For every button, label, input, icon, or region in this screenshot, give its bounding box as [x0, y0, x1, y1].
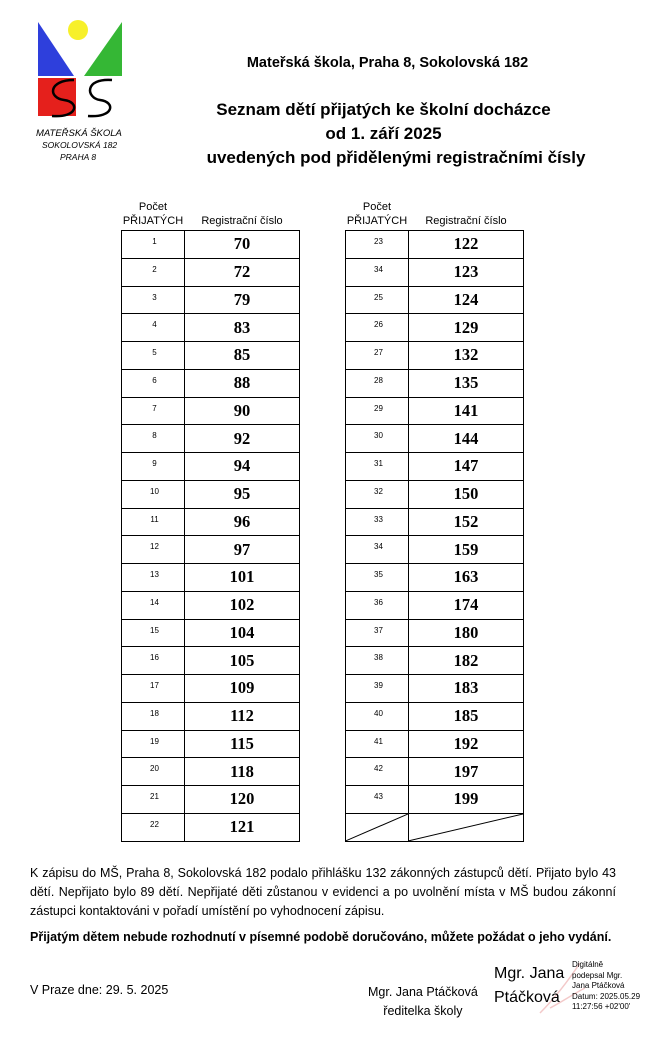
registration-number: 104: [185, 619, 300, 647]
strike-line: [409, 814, 523, 841]
table-row: [346, 286, 524, 314]
table-row: [122, 536, 300, 564]
registration-number: 132: [409, 342, 524, 370]
registration-number: 118: [185, 758, 300, 786]
table-row: [346, 453, 524, 481]
row-count: 15: [122, 619, 185, 647]
row-count: 12: [122, 536, 185, 564]
registration-number: 85: [185, 342, 300, 370]
row-count: 14: [122, 591, 185, 619]
table-row: [122, 425, 300, 453]
table-row: [346, 675, 524, 703]
row-count: 38: [346, 647, 409, 675]
table-row: [122, 591, 300, 619]
registration-number: 96: [185, 508, 300, 536]
row-count: 25: [346, 286, 409, 314]
count-header-line1: Počet: [362, 201, 392, 213]
row-count: 37: [346, 619, 409, 647]
registration-number: 135: [409, 369, 524, 397]
left-table-header: [121, 198, 300, 230]
table-row: [346, 647, 524, 675]
logo-line-2: SOKOLOVSKÁ 182: [42, 140, 118, 150]
signature-detail: Jana Ptáčková: [572, 981, 625, 990]
row-count: 34: [346, 536, 409, 564]
row-count: 39: [346, 675, 409, 703]
row-count: 26: [346, 314, 409, 342]
table-row: [122, 397, 300, 425]
count-header-line2: PŘIJATÝCH: [122, 215, 184, 227]
registration-number: 70: [185, 231, 300, 259]
row-count: 34: [346, 258, 409, 286]
row-count: 40: [346, 702, 409, 730]
table-row: [346, 619, 524, 647]
registration-number: 159: [409, 536, 524, 564]
table-row: [346, 508, 524, 536]
table-row: [122, 453, 300, 481]
title-line-2: od 1. září 2025: [325, 124, 442, 143]
signer-block: [368, 983, 478, 1021]
left-grid: [121, 230, 300, 842]
row-count: 27: [346, 342, 409, 370]
registration-number: 129: [409, 314, 524, 342]
table-row: [346, 314, 524, 342]
table-row: [346, 564, 524, 592]
count-header: [121, 200, 185, 228]
row-count: 6: [122, 369, 185, 397]
registration-number: 120: [185, 786, 300, 814]
registration-number: 123: [409, 258, 524, 286]
registration-number: 141: [409, 397, 524, 425]
row-count: 32: [346, 480, 409, 508]
row-count: 8: [122, 425, 185, 453]
row-count: 13: [122, 564, 185, 592]
row-count: 17: [122, 675, 185, 703]
registration-number: 197: [409, 758, 524, 786]
row-count: 4: [122, 314, 185, 342]
registration-number: 102: [185, 591, 300, 619]
title-line-3: uvedených pod přidělenými registračními čísly: [206, 148, 586, 167]
table-row: [122, 786, 300, 814]
count-header-line2: PŘIJATÝCH: [346, 215, 408, 227]
table-row: [122, 647, 300, 675]
table-row: [122, 813, 300, 841]
registration-number: 112: [185, 702, 300, 730]
registration-number: 183: [409, 675, 524, 703]
registration-number: 109: [185, 675, 300, 703]
table-row: [122, 758, 300, 786]
registration-number: 79: [185, 286, 300, 314]
row-count: 22: [122, 813, 185, 841]
row-count: 3: [122, 286, 185, 314]
registration-number: 94: [185, 453, 300, 481]
signature-line-1: Mgr. Jana: [494, 965, 565, 982]
right-table: [345, 198, 524, 842]
table-row: [346, 369, 524, 397]
registration-number: 92: [185, 425, 300, 453]
registration-number: 180: [409, 619, 524, 647]
registration-number: 97: [185, 536, 300, 564]
page-title: [0, 98, 657, 170]
row-count: 19: [122, 730, 185, 758]
left-table: [121, 198, 300, 842]
registration-number: 152: [409, 508, 524, 536]
registration-number: 174: [409, 591, 524, 619]
empty-row: [346, 813, 524, 841]
table-row: [122, 619, 300, 647]
row-count: 31: [346, 453, 409, 481]
table-row: [346, 786, 524, 814]
signer-name: Mgr. Jana Ptáčková: [368, 985, 478, 999]
right-grid: [345, 230, 524, 842]
registration-number: 105: [185, 647, 300, 675]
row-count: 10: [122, 480, 185, 508]
table-row: [122, 564, 300, 592]
digital-signature-name: [494, 962, 564, 1010]
row-count: 36: [346, 591, 409, 619]
signature-line-2: Ptáčková: [494, 989, 560, 1006]
row-count: 7: [122, 397, 185, 425]
registration-number: 101: [185, 564, 300, 592]
table-row: [346, 758, 524, 786]
registration-number: 147: [409, 453, 524, 481]
row-count: 41: [346, 730, 409, 758]
row-count: 21: [122, 786, 185, 814]
registration-number: 95: [185, 480, 300, 508]
table-row: [346, 258, 524, 286]
table-row: [122, 258, 300, 286]
row-count: 33: [346, 508, 409, 536]
row-count: 18: [122, 702, 185, 730]
signature-detail: podepsal Mgr.: [572, 970, 623, 980]
row-count: 43: [346, 786, 409, 814]
row-count: 30: [346, 425, 409, 453]
row-count: 11: [122, 508, 185, 536]
row-count: 23: [346, 231, 409, 259]
registration-number: 88: [185, 369, 300, 397]
reg-header: Registrační číslo: [201, 215, 283, 227]
signature-detail: Digitálně: [572, 960, 604, 969]
row-count: 2: [122, 258, 185, 286]
table-row: [122, 286, 300, 314]
count-header-line1: Počet: [138, 201, 168, 213]
registration-number: 163: [409, 564, 524, 592]
table-row: [122, 369, 300, 397]
registration-number: 144: [409, 425, 524, 453]
table-row: [346, 591, 524, 619]
strike-line: [346, 814, 408, 841]
registration-number: 124: [409, 286, 524, 314]
row-count: 1: [122, 231, 185, 259]
table-row: [346, 425, 524, 453]
table-row: [346, 397, 524, 425]
row-count: 28: [346, 369, 409, 397]
table-row: [122, 231, 300, 259]
count-header: [345, 200, 409, 228]
registration-number: 115: [185, 730, 300, 758]
right-table-header: [345, 198, 524, 230]
school-name: Mateřská škola, Praha 8, Sokolovská 182: [246, 55, 529, 71]
table-row: [346, 231, 524, 259]
row-count: 9: [122, 453, 185, 481]
registration-number: 182: [409, 647, 524, 675]
empty-cell: [409, 813, 524, 841]
row-count: 29: [346, 397, 409, 425]
row-count: 42: [346, 758, 409, 786]
row-count: 16: [122, 647, 185, 675]
row-count: 20: [122, 758, 185, 786]
registration-number: 199: [409, 786, 524, 814]
table-row: [346, 480, 524, 508]
empty-cell: [346, 813, 409, 841]
table-row: [122, 480, 300, 508]
registration-number: 83: [185, 314, 300, 342]
notice-text: Přijatým dětem nebude rozhodnutí v písemné podobě doručováno, můžete požádat o jeho vydání.: [30, 930, 612, 944]
registration-number: 121: [185, 813, 300, 841]
registration-number: 72: [185, 258, 300, 286]
table-row: [122, 508, 300, 536]
registration-number: 90: [185, 397, 300, 425]
table-row: [122, 702, 300, 730]
table-row: [346, 536, 524, 564]
signer-role: ředitelka školy: [383, 1004, 463, 1018]
registration-number: 192: [409, 730, 524, 758]
table-row: [346, 342, 524, 370]
signature-detail: 11:27:56 +02'00': [572, 1002, 631, 1011]
table-row: [122, 730, 300, 758]
table-row: [346, 702, 524, 730]
table-row: [122, 342, 300, 370]
registration-number: 185: [409, 702, 524, 730]
date-line: V Praze dne: 29. 5. 2025: [30, 983, 169, 997]
admission-summary: K zápisu do MŠ, Praha 8, Sokolovská 182 podalo přihlášku 132 zákonných zástupců dětí. Přijato bylo 43 dětí. Nepřijato bylo 89 dětí. Nepřijaté děti zůstanou v evidenci a po uvolnění místa v MŠ budou zákonní zástupci kontaktováni v pořadí umístění po vyhodnocení zápisu.: [30, 866, 616, 918]
digital-signature-details: [572, 960, 654, 1013]
registration-number: 150: [409, 480, 524, 508]
reg-header: Registrační číslo: [425, 215, 507, 227]
signature-detail: Datum: 2025.05.29: [572, 991, 641, 1001]
table-row: [122, 675, 300, 703]
row-count: 35: [346, 564, 409, 592]
table-row: [346, 730, 524, 758]
registration-number: 122: [409, 231, 524, 259]
logo-line-1: MATEŘSKÁ ŠKOLA: [36, 128, 122, 139]
title-line-1: Seznam dětí přijatých ke školní docházce: [216, 100, 551, 119]
logo-line-3: PRAHA 8: [60, 152, 97, 162]
table-row: [122, 314, 300, 342]
row-count: 5: [122, 342, 185, 370]
